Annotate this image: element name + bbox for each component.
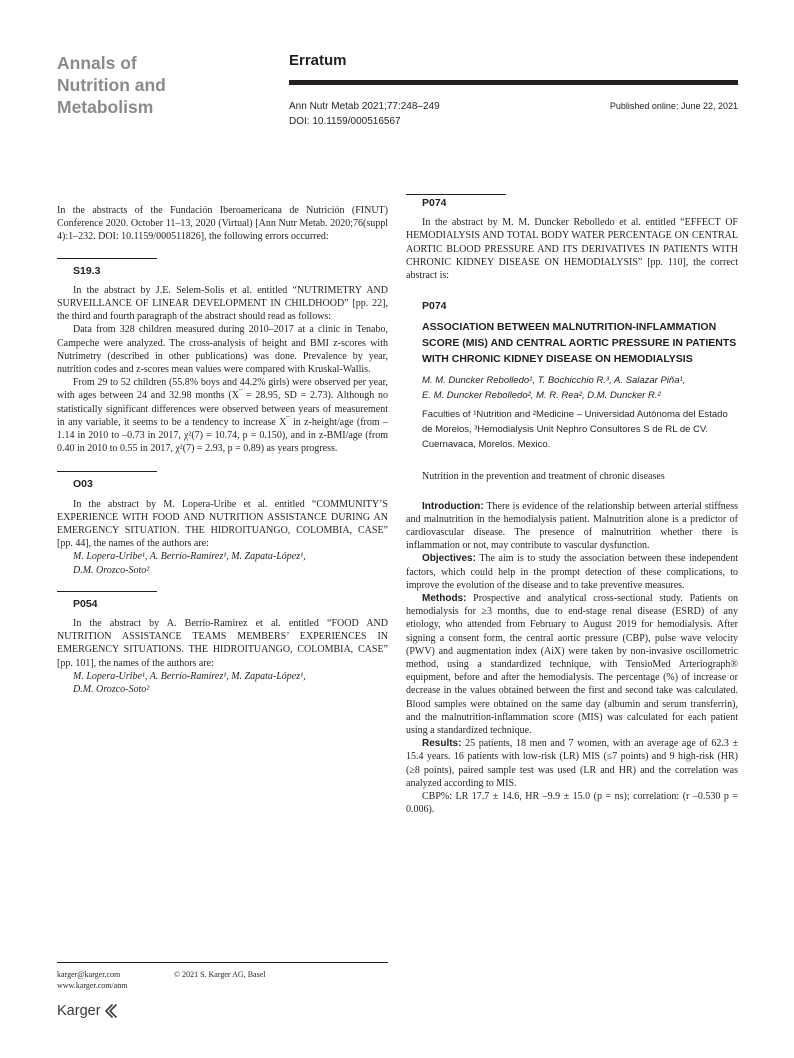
section-heading-p074: P074: [422, 197, 447, 209]
footer-email-link[interactable]: karger@karger.com: [57, 970, 121, 979]
methods-text: Prospective and analytical cross-sectional study. Patients on hemodialysis for ≥3 months, due to end-stage renal disease (ESRD) of any etiology, who attended from February to August 2019 for hemodialysis. After signing a consent form, the central aortic pressure (CBP), pulse wave velocity (PWV) and augmentation index (AiX) were taken by non-invasive oscillometric method, using a standardized technique, with TensioMed Arteriograph® equipment, before and after the hemodialysis. The percentage (%) of increase or decrease in the values obtained between the first and second take was calculated. Blood samples were obtained on the same day (albumin and serum transferrin), and the malnutrition-inflammation score (MIS) was calculated for each patient using a standardized technique.: [406, 593, 738, 737]
footer-rule: [57, 962, 388, 963]
abstract-objectives: [406, 552, 738, 592]
p054-authors: [57, 670, 388, 696]
journal-name-line: Nutrition and: [57, 75, 166, 95]
section-heading-s193: S19.3: [73, 264, 101, 277]
objectives-label: Objectives:: [422, 553, 476, 565]
o03-authors: [57, 550, 388, 576]
citation-block: [289, 99, 440, 129]
abstract-results: [406, 737, 738, 790]
abstract-code: P074: [422, 300, 447, 313]
introduction-text: There is evidence of the relationship between arterial stiffness and malnutrition in the hemodialysis patient. Malnutrition alone is a predictor of cardiovascular disease. The presence of malnutrition whether there is inflammation or not, may contribute to vascular dysfunction.: [406, 500, 738, 552]
author-line: D.M. Orozco-Soto²: [73, 564, 150, 576]
journal-name-line: Metabolism: [57, 97, 154, 117]
section-rule: [57, 591, 157, 592]
results-text: 25 patients, 18 men and 7 women, with an average age of 62.3 ± 15.4 years. 16 patients with low-risk (LR) MIS (≤7 points) and 9 high-risk (HR) (≥8 points), paired sample test was used (LR and HR) and the correlation was analyzed according to MIS.: [406, 738, 738, 789]
methods-label: Methods:: [422, 593, 467, 605]
publisher-logo: [57, 1003, 120, 1019]
karger-mark-icon: [104, 1003, 120, 1019]
published-date: Published online: June 22, 2021: [609, 101, 738, 111]
abstract-affiliations: Faculties of ¹Nutrition and ²Medicine – Universidad Autónoma del Estado de Morelos, ³Hemodialysis Unit Nephro Consultores S de RL de CV. Cuernavaca, Morelos. Mexico.: [422, 409, 728, 451]
journal-name: [57, 52, 247, 118]
s193-paragraph: Data from 328 children measured during 2010–2017 at a clinic in Tenabo, Campeche were analyzed. The cross-analysis of height and BMI z-scores with Nutrimetry (described in other publications) was done. Prevalence by year, nutrition codes and z-scores mean values were compared with Kruskal-Wallis.: [57, 324, 388, 376]
header-rule: [289, 80, 738, 85]
results-label: Results:: [422, 738, 462, 750]
author-line: M. Lopera-Uribe¹, A. Berrío-Ramírez¹, M. Zapata-López¹,: [73, 551, 306, 563]
s193-paragraph: In the abstract by J.E. Selem-Solis et al. entitled “NUTRIMETRY AND SURVEILLANCE OF LINEAR DEVELOPMENT IN CHILDHOOD” [pp. 22], the third and fourth paragraph of the abstract should read as follows:: [57, 284, 388, 323]
abstract-methods: [406, 592, 738, 737]
s193-paragraph: From 29 to 52 children (55.8% boys and 44.2% girls) were observed per year, with ages between 24 and 32.98 months (X‾ = 28.95, SD = 2.73). Although no statistically significant differences were observed between years of measurement in any variable, it seems to be a tendency to increase X‾ in z-height/age (from –1.14 in 2010 to –0.73 in 2017, χ²(7) = 10.74, p = 0.150), and in z-BMI/age (from 0.40 in 2010 to 0.55 in 2017, χ²(7) = 2.93, p = 0.89) as years progress.: [57, 377, 388, 455]
section-rule: [406, 194, 506, 195]
author-line: E. M. Duncker Rebolledo², M. R. Rea², D.M. Duncker R.²: [422, 390, 661, 402]
right-column: [406, 197, 738, 817]
footer-website-link[interactable]: www.karger.com/anm: [57, 981, 128, 990]
p074-paragraph: In the abstract by M. M. Duncker Rebolledo et al. entitled “EFFECT OF HEMODIALYSIS AND TOTAL BODY WATER PERCENTAGE ON CENTRAL AORTIC BLOOD PRESSURE AND ITS DERIVATIVES IN PATIENTS WITH CHRONIC KIDNEY DISEASE ON HEMODIALYSIS” [pp. 110], the correct abstract is:: [406, 217, 738, 282]
abstract-topic: Nutrition in the prevention and treatment of chronic diseases: [422, 471, 665, 483]
doi-link[interactable]: DOI: 10.1159/000516567: [289, 116, 401, 127]
journal-name-line: Annals of: [57, 53, 137, 73]
p054-paragraph: In the abstract by A. Berrío-Ramirez et al. entitled “FOOD AND NUTRITION ASSISTANCE TEAMS MEMBERS’ EXPERIENCES IN EMERGENCY SITUATIONS. THE HIDROITUANGO, COLOMBIA, CASE” [pp. 101], the names of the authors are:: [57, 618, 388, 669]
section-heading-o03: O03: [73, 478, 93, 491]
document-type-title: Erratum: [289, 52, 347, 69]
section-rule: [57, 258, 157, 259]
abstract-title: ASSOCIATION BETWEEN MALNUTRITION-INFLAMMATION SCORE (MIS) AND CENTRAL AORTIC PRESSURE IN PATIENTS WITH CHRONIC KIDNEY DISEASE ON HEMODIALYSIS: [422, 321, 737, 366]
objectives-text: The aim is to study the association between these independent factors, which could help in the prompt detection of these complications, to improve the evolution of the disease and to take preventive measures.: [406, 553, 738, 591]
publisher-name: Karger: [57, 1003, 101, 1019]
author-line: M. Lopera-Uribe¹, A. Berrío-Ramírez¹, M. Zapata-López¹,: [73, 670, 306, 682]
footer-copyright: © 2021 S. Karger AG, Basel: [174, 970, 266, 979]
author-line: M. M. Duncker Rebolledo¹, T. Bochicchio R.³, A. Salazar Piña¹,: [422, 375, 686, 387]
abstract-authors: [422, 373, 738, 403]
author-line: D.M. Orozco-Soto²: [73, 684, 150, 696]
left-column: [57, 204, 388, 696]
introduction-label: Introduction:: [422, 500, 484, 512]
abstract-introduction: [406, 500, 738, 553]
section-rule: [57, 471, 157, 472]
citation-line: Ann Nutr Metab 2021;77:248–249: [289, 101, 440, 112]
section-heading-p054: P054: [73, 597, 98, 610]
abstract-cbp-results: CBP%: LR 17.7 ± 14.6, HR –9.9 ± 15.0 (p = ns); correlation: (r –0.530 p = 0.006).: [406, 791, 738, 816]
intro-paragraph: In the abstracts of the Fundación Iberoamericana de Nutrición (FINUT) Conference 2020. October 11–13, 2020 (Virtual) [Ann Nutr Metab. 2020;76(suppl 4):1–232. DOI: 10.1159/000511826], the following errors occurred:: [57, 205, 388, 243]
o03-paragraph: In the abstract by M. Lopera-Uribe et al. entitled “COMMUNITY’S EXPERIENCE WITH FOOD AND NUTRITION ASSISTANCE DURING AN EMERGENCY SITUATION. THE HIDROITUANGO, COLOMBIA, CASE” [pp. 44], the names of the authors are:: [57, 498, 388, 550]
footer-contact: [57, 969, 127, 991]
